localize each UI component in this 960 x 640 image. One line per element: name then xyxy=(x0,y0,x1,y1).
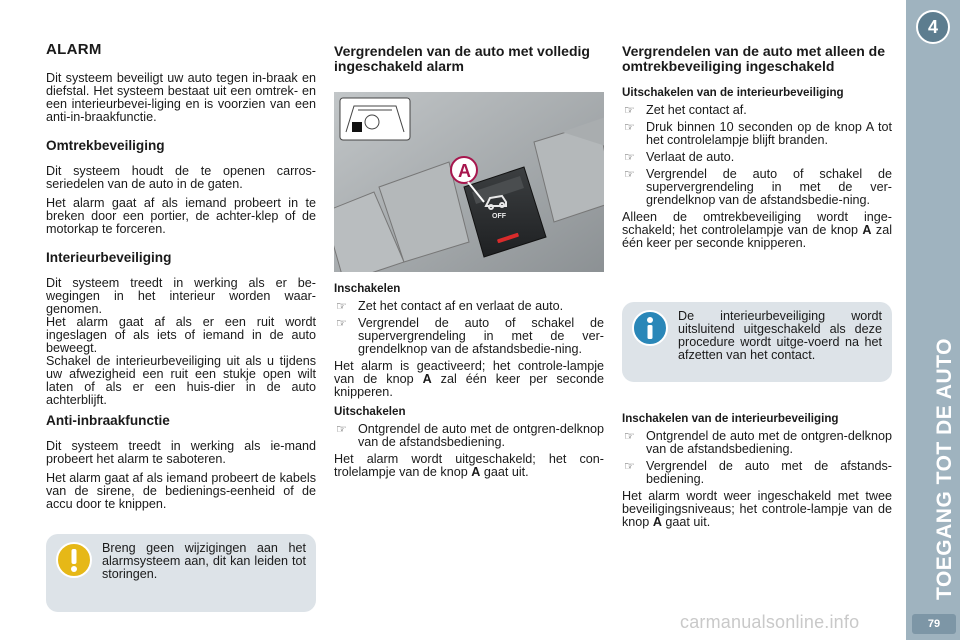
off-steps-list xyxy=(622,104,892,207)
column-full-alarm xyxy=(334,44,604,86)
button-off-label: OFF xyxy=(492,213,506,220)
info-note xyxy=(622,302,892,382)
paragraph: Het alarm gaat af als iemand probeert in te breken door een portier, de achter-klep of de motorkap te forceren. xyxy=(46,196,316,236)
on-steps-list xyxy=(622,430,892,486)
column-perimeter-only xyxy=(622,44,892,256)
off-result-paragraph: Alleen de omtrekbeveiliging wordt inge-schakeld; het controlelampje van de knop A zal één keer per seconde knipperen. xyxy=(622,210,892,250)
pointing-hand-icon: ☞ xyxy=(624,103,635,117)
heading-inschakelen: Inschakelen xyxy=(334,282,401,295)
photo-label-a: A xyxy=(458,161,471,181)
off-steps-list xyxy=(334,423,604,449)
heading-anti-inbraakfunctie: Anti-inbraakfunctie xyxy=(46,413,170,428)
section-title-full-alarm: Vergrendelen van de auto met volledig ingeschakeld alarm xyxy=(334,43,590,74)
heading-uitschakelen: Uitschakelen xyxy=(334,405,406,418)
pointing-hand-icon: ☞ xyxy=(336,316,347,330)
pointing-hand-icon: ☞ xyxy=(624,429,635,443)
on-steps-list xyxy=(334,300,604,356)
warning-exclamation-icon xyxy=(56,542,92,578)
chapter-number-badge: 4 xyxy=(916,10,950,44)
list-item: ☞ Ontgrendel de auto met de ontgren-delknop van de afstandsbediening. xyxy=(336,422,604,449)
list-item: ☞ Ontgrendel de auto met de ontgren-delknop van de afstandsbediening. xyxy=(624,429,892,456)
list-item: ☞ Zet het contact af. xyxy=(624,103,747,117)
off-result-paragraph: Het alarm wordt uitgeschakeld; het con-trolelampje van de knop A gaat uit. xyxy=(334,452,604,479)
info-icon xyxy=(632,310,668,346)
pointing-hand-icon: ☞ xyxy=(336,299,347,313)
pointing-hand-icon: ☞ xyxy=(624,150,635,164)
paragraph: Dit systeem houdt de te openen carros-seriedelen van de auto in de gaten. xyxy=(46,164,316,191)
list-item: ☞ Zet het contact af en verlaat de auto. xyxy=(336,299,564,313)
section-title-alarm: ALARM xyxy=(46,41,102,58)
list-item: ☞ Druk binnen 10 seconden op de knop A tot het controlelampje blijft branden. xyxy=(624,120,892,147)
alarm-intro: Dit systeem beveiligt uw auto tegen in-braak en diefstal. Het systeem bestaat uit een omtrek- en een interieurbevei-liging en is voorzien van een anti-in-braakfunctie. xyxy=(46,71,316,124)
pointing-hand-icon: ☞ xyxy=(624,120,635,134)
list-item: ☞ Vergrendel de auto of schakel de supervergrendeling in met de ver-grendelknop van de afstandsbedie-ning. xyxy=(336,316,604,356)
on-result-paragraph: Het alarm is geactiveerd; het controle-lampje van de knop A zal één keer per seconde knipperen. xyxy=(334,359,604,399)
column-perimeter-only-bottom xyxy=(622,412,892,535)
list-item: ☞ Vergrendel de auto met de afstands-bediening. xyxy=(624,459,892,486)
paragraph: Dit systeem treedt in werking als er be-wegingen in het interieur worden waar-genomen. xyxy=(46,276,316,316)
section-title-perimeter-only: Vergrendelen van de auto met alleen de omtrekbeveiliging ingeschakeld xyxy=(622,43,885,74)
alarm-button-illustration xyxy=(334,92,604,272)
list-item: ☞ Verlaat de auto. xyxy=(624,150,735,164)
watermark: carmanualsonline.info xyxy=(680,612,860,632)
page-number: 79 xyxy=(912,614,956,634)
list-item: ☞ Vergrendel de auto of schakel de supervergrendeling in met de ver-grendelknop van de afstandsbedie-ning. xyxy=(624,167,892,207)
heading-inschakelen-interieur: Inschakelen van de interieurbeveiliging xyxy=(622,412,839,425)
paragraph: Dit systeem treedt in werking als ie-mand probeert het alarm te saboteren. xyxy=(46,439,316,466)
on-result-paragraph: Het alarm wordt weer ingeschakeld met twee beveiligingsniveaus; het controle-lampje van de knop A gaat uit. xyxy=(622,489,892,529)
pointing-hand-icon: ☞ xyxy=(624,459,635,473)
paragraph: Het alarm gaat af als iemand probeert de kabels van de sirene, de bedienings-eenheid of de accu door te knippen. xyxy=(46,471,316,511)
heading-interieurbeveiliging: Interieurbeveiliging xyxy=(46,250,172,265)
heading-uitschakelen-interieur: Uitschakelen van de interieurbeveiliging xyxy=(622,86,844,99)
chapter-vertical-title: TOEGANG TOT DE AUTO xyxy=(933,338,956,600)
heading-omtrekbeveiliging: Omtrekbeveiliging xyxy=(46,138,165,153)
paragraph: Het alarm gaat af als er een ruit wordt ingeslagen of als iets of iemand in de auto beweegt. xyxy=(46,315,316,355)
warning-note xyxy=(46,534,316,612)
photo-alarm-button xyxy=(334,92,604,272)
pointing-hand-icon: ☞ xyxy=(336,422,347,436)
info-text: De interieurbeveiliging wordt uitsluitend uitgeschakeld als deze procedure wordt uitge-voerd na het afzetten van het contact. xyxy=(678,309,882,362)
paragraph: Schakel de interieurbeveiliging uit als u tijdens uw afwezigheid een ruit een stukje open wilt laten of als er een huis-dier in de auto achterblijft. xyxy=(46,354,316,407)
column-full-alarm-body xyxy=(334,282,604,485)
warning-text: Breng geen wijzigingen aan het alarmsysteem aan, dit kan leiden tot storingen. xyxy=(102,541,306,581)
pointing-hand-icon: ☞ xyxy=(624,167,635,181)
column-alarm xyxy=(46,42,316,517)
